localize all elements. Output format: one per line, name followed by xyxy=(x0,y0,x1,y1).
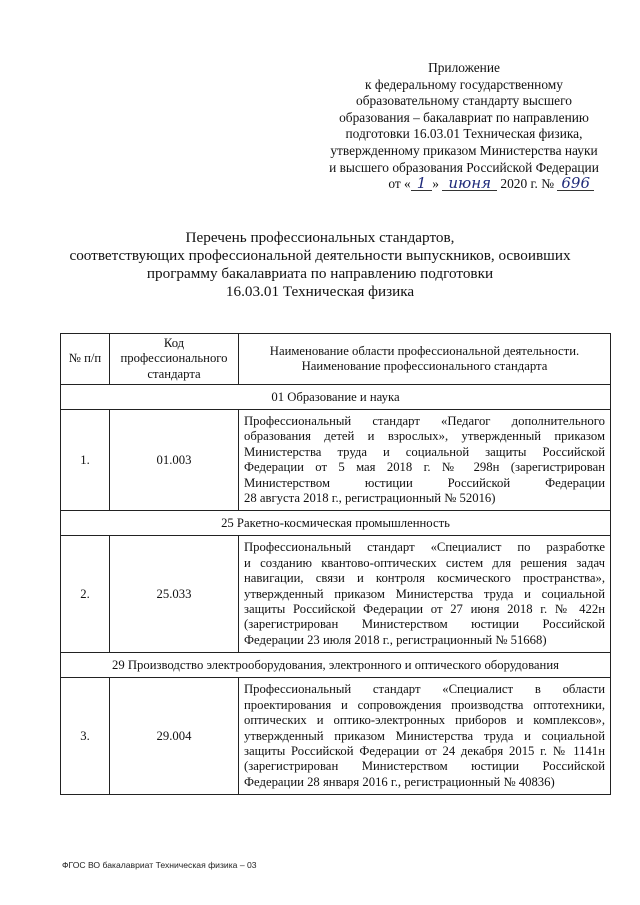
desc-line: (зарегистрирован Министерством юстиции Российской xyxy=(244,759,605,774)
appendix-line: образования – бакалавриат по направлению xyxy=(339,109,589,125)
header-name xyxy=(239,334,611,385)
order-number-handwritten: 696 xyxy=(557,176,594,191)
appendix-line: утвержденному приказом Министерства науки xyxy=(330,142,598,158)
row-description xyxy=(239,536,611,653)
order-mid: » xyxy=(432,176,439,192)
section-title: 29 Производство электрооборудования, электронного и оптического оборудования xyxy=(61,653,611,678)
row-num: 3. xyxy=(61,678,110,795)
appendix-line: и высшего образования Российской Федерации xyxy=(329,159,599,175)
desc-line: Министерства труда и социальной защиты Российской xyxy=(244,444,605,459)
title-line: 16.03.01 Техническая физика xyxy=(225,283,415,300)
row-num: 1. xyxy=(61,410,110,511)
section-row xyxy=(61,385,611,410)
title-line: программу бакалавриата по направлению подготовки xyxy=(146,265,494,282)
desc-line: утвержденный приказом Министерства труда и социальной xyxy=(244,586,605,601)
section-title: 01 Образование и наука xyxy=(61,385,611,410)
order-year: 2020 г. № xyxy=(500,176,554,192)
desc-line: Федерации от 5 мая 2018 г. № 298н (зарегистрирован xyxy=(244,460,605,475)
desc-line: Федерации 23 июля 2018 г., регистрационный № 51668) xyxy=(244,632,547,647)
table-row xyxy=(61,536,611,653)
desc-line: защиты Российской Федерации от 27 июня 2018 г. № 422н xyxy=(244,601,605,616)
order-date-line xyxy=(322,176,606,193)
desc-line: проектирования и сопровождения производства оптотехники, xyxy=(244,697,605,712)
header-name-line2: Наименование профессионального стандарта xyxy=(301,359,548,374)
order-prefix: от « xyxy=(388,176,411,192)
header-name-line1: Наименование области профессиональной деятельности. xyxy=(269,343,580,358)
desc-line: оптических и оптико-электронных приборов и комплексов», xyxy=(244,713,605,728)
table-row xyxy=(61,410,611,511)
title-line: Перечень профессиональных стандартов, xyxy=(185,229,455,246)
standards-table xyxy=(60,333,611,795)
document-title xyxy=(60,229,580,301)
desc-line: Министерством юстиции Российской Федерации xyxy=(244,475,605,490)
row-num: 2. xyxy=(61,536,110,653)
desc-line: Профессиональный стандарт «Специалист по разработке xyxy=(244,540,605,555)
appendix-line: подготовки 16.03.01 Техническая физика, xyxy=(345,126,583,142)
title-line: соответствующих профессиональной деятельности выпускников, освоивших xyxy=(69,247,571,264)
row-description xyxy=(239,410,611,511)
appendix-line: к федеральному государственному xyxy=(365,76,563,92)
desc-line: навигации, связи и контроля космического пространства», xyxy=(244,571,605,586)
header-num: № п/п xyxy=(61,334,110,385)
row-code: 29.004 xyxy=(110,678,239,795)
desc-line: защиты Российской Федерации от 24 декабря 2015 г. № 1141н xyxy=(244,743,605,758)
section-row xyxy=(61,511,611,536)
desc-line: Профессиональный стандарт «Педагог дополнительного xyxy=(244,414,605,428)
row-code: 25.033 xyxy=(110,536,239,653)
order-day-handwritten: 1 xyxy=(411,176,433,191)
desc-line: Профессиональный стандарт «Специалист в области xyxy=(244,682,605,697)
order-month-handwritten: июня xyxy=(442,176,497,191)
desc-line: (зарегистрирован Министерством юстиции Российской xyxy=(244,617,605,632)
desc-line: Федерации 28 января 2016 г., регистрационный № 40836) xyxy=(244,774,555,789)
row-code: 01.003 xyxy=(110,410,239,511)
page-footer: ФГОС ВО бакалавриат Техническая физика – 03 xyxy=(62,860,257,870)
header-code: Код профессионального стандарта xyxy=(110,334,239,385)
desc-line: утвержденный приказом Министерства труда и социальной xyxy=(244,728,605,743)
appendix-block xyxy=(322,60,606,193)
table-row xyxy=(61,678,611,795)
section-title: 25 Ракетно-космическая промышленность xyxy=(61,511,611,536)
appendix-line: образовательному стандарту высшего xyxy=(356,93,572,109)
row-description xyxy=(239,678,611,795)
desc-line: 28 августа 2018 г., регистрационный № 52016) xyxy=(244,491,496,506)
table-header-row xyxy=(61,334,611,385)
section-row xyxy=(61,653,611,678)
desc-line: образования детей и взрослых», утвержденный приказом xyxy=(244,429,605,444)
appendix-line: Приложение xyxy=(428,60,500,75)
desc-line: и созданию квантово-оптических систем для решения задач xyxy=(244,555,605,570)
